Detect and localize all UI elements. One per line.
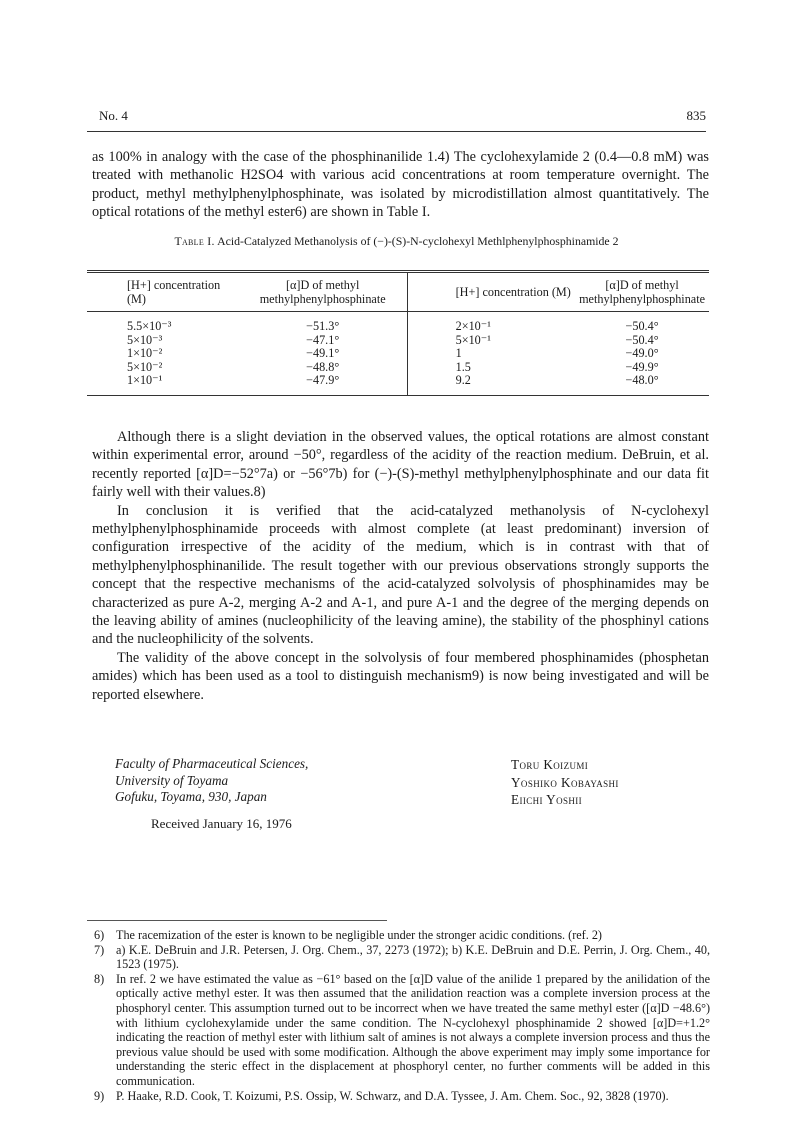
table-cell: 5×10⁻³: [127, 332, 163, 347]
table-cell: 9.2: [407, 374, 575, 395]
col-header-concentration-2: [H+] concentration (M): [407, 272, 575, 312]
affiliation-line: University of Toyama: [115, 772, 229, 788]
table-cell: −47.9°: [239, 374, 407, 395]
issue-number: No. 4: [99, 108, 128, 123]
affiliation-line: Faculty of Pharmaceutical Sciences,: [115, 756, 309, 771]
footnote-rule: [87, 920, 387, 921]
table-header-row: [87, 272, 709, 312]
author-name: Yoshiko Kobayashi: [511, 774, 619, 790]
author-block: [511, 756, 619, 809]
footnote-text: The racemization of the ester is known to be negligible under the stronger acidic conditions. (ref. 2): [116, 928, 602, 942]
footnote-number: 8): [94, 971, 105, 986]
footnote: [94, 972, 710, 1089]
table-cell: −49.1°: [306, 346, 340, 360]
col-header-concentration-1: [H+] concentration (M): [87, 272, 239, 312]
footnote: [94, 928, 710, 943]
header-rule: [87, 131, 706, 132]
footnote-text: a) K.E. DeBruin and J.R. Petersen, J. Org. Chem., 37, 2273 (1972); b) K.E. DeBruin and D.E. Perrin, J. Org. Chem., 40, 1523 (1975).: [116, 942, 710, 972]
page-number: 835: [686, 108, 706, 123]
table-row: [87, 312, 709, 334]
table-cell: 5×10⁻²: [127, 359, 163, 374]
table-cell: −51.3°: [306, 319, 340, 333]
table-cell: 1.5: [407, 361, 575, 375]
footnote: [94, 943, 710, 972]
paragraph-1: as 100% in analogy with the case of the phosphinanilide 1.4) The cyclohexylamide 2 (0.4—0.8 mM) was treated with methanolic H2SO4 with various acid concentrations at room temperature overnight. The product, methyl methylphenylphosphinate, was isolated by microdistillation almost quantitatively. The optical rotations of the methyl ester6) are shown in Table I.: [92, 149, 709, 221]
footnote-number: 7): [94, 942, 105, 957]
table-cell: 1: [407, 347, 575, 361]
paragraph-discussion: [92, 428, 709, 704]
affiliation-block: [115, 756, 308, 806]
footnotes: [94, 928, 710, 1103]
paragraph-4: The validity of the above concept in the solvolysis of four membered phosphinamides (phosphetan amides) which has been used as a tool to distinguish mechanism9) is now being investigated and will be reported elsewhere.: [92, 649, 709, 703]
author-name: Eiichi Yoshii: [511, 792, 583, 807]
table-cell: −50.4°: [625, 332, 659, 347]
footnote-text: P. Haake, R.D. Cook, T. Koizumi, P.S. Ossip, W. Schwarz, and D.A. Tyssee, J. Am. Chem. Soc., 92, 3828 (1970).: [116, 1088, 669, 1103]
table-cell: 2×10⁻¹: [407, 312, 575, 334]
rotation-table: [87, 270, 709, 396]
table-row: [87, 361, 709, 375]
table-cell: −49.0°: [625, 346, 659, 360]
table-cell: −48.8°: [306, 359, 340, 374]
received-date: Received January 16, 1976: [151, 816, 292, 831]
paragraph-3: In conclusion it is verified that the acid-catalyzed methanolysis of N-cyclohexyl methylphenylphosphinamide proceeds with almost complete (at least predominant) inversion of configuration irrespective of the acidity of the medium, which is in contrast with that of methylphenylphosphinanilide. The result together with our previous observations strongly supports the concept that the respective mechanisms of the acid-catalyzed solvolysis of phosphinamides may be characterized as pure A-2, merging A-2 and A-1, and pure A-1 and the degree of the merging depends on the leaving ability of amines (nucleophilicity of the leaving amine), the stability of the phosphinyl cations and the nucleophilicity of the solvents.: [92, 502, 709, 648]
table-row: [87, 334, 709, 348]
table-cell: −47.1°: [306, 332, 340, 347]
table-row: [87, 347, 709, 361]
table-cell: 5×10⁻¹: [407, 334, 575, 348]
table-cell: −50.4°: [625, 319, 659, 333]
table-cell: 1×10⁻²: [127, 346, 163, 360]
table-caption: [0, 234, 793, 249]
table-row: [87, 374, 709, 395]
table-cell: 5.5×10⁻³: [127, 319, 172, 333]
footnote-text: In ref. 2 we have estimated the value as −61° based on the [α]D value of the anilide 1 prepared by the anilidation of the optically active methyl ester. It was then assumed that the anilidation reaction was a complete inversion process at the phosphoryl center. This assumption turned out to be incorrect when we have treated the same methyl ester ([α]D −48.6°) with lithium cyclohexylamide under the same condition. The N-cyclohexyl phosphinamide 2 showed [α]D=+1.2° indicating the reaction of methyl ester with lithium salt of amines is not always a complete inversion process and thus the previous value should be used with some modification. Although the above experiment may imply some importance for understanding the steric effect in the displacement at phosphoryl center, no further comments will be added in this communication.: [116, 971, 710, 1088]
footnote: [94, 1089, 710, 1104]
paragraph-intro: [92, 148, 709, 222]
table-cell: 1×10⁻¹: [87, 374, 239, 395]
paragraph-2: Although there is a slight deviation in the observed values, the optical rotations are almost constant within experimental error, around −50°, regardless of the acidity of the reaction medium. DeBruin, et al. recently reported [α]D=−52°7a) or −56°7b) for (−)-(S)-methyl methylphenylphosphinate and our data fit fairly well with their values.8): [92, 429, 709, 501]
footnote-number: 9): [94, 1088, 105, 1103]
table-cell: −48.0°: [575, 374, 709, 395]
table-label: Table I.: [174, 234, 215, 248]
author-name: Toru Koizumi: [511, 757, 589, 772]
footnote-number: 6): [94, 928, 105, 942]
table-cell: −49.9°: [625, 359, 659, 374]
affiliation-line: Gofuku, Toyama, 930, Japan: [115, 789, 267, 804]
table-title: Acid-Catalyzed Methanolysis of (−)-(S)-N-cyclohexyl Methlphenylphosphinamide 2: [217, 234, 619, 248]
col-header-rotation-1: [α]D of methyl methylphenylphosphinate: [239, 272, 407, 312]
col-header-rotation-2: [α]D of methyl methylphenylphosphinate: [575, 272, 709, 312]
